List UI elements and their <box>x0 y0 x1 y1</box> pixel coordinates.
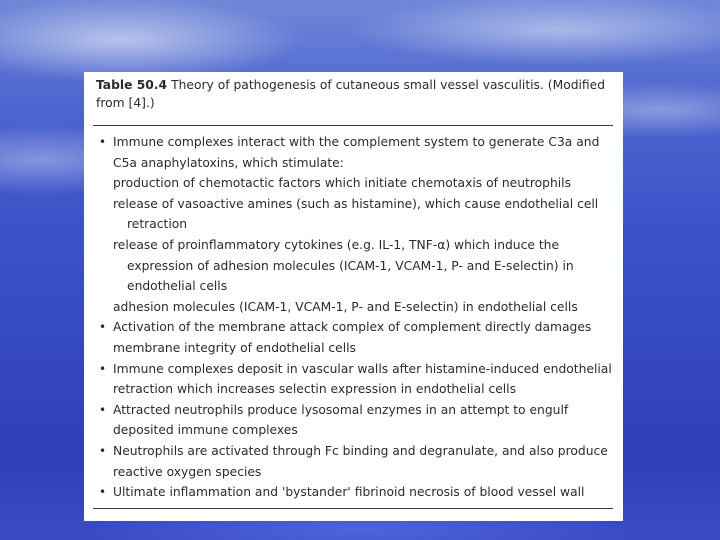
item-line: Immune complexes interact with the complement system to generate C3a and <box>113 135 600 149</box>
list-item <box>99 359 613 400</box>
list-item <box>99 400 613 441</box>
item-line: production of chemotactic factors which initiate chemotaxis of neutrophils <box>113 176 571 191</box>
table-panel <box>84 72 623 521</box>
list-item <box>99 482 613 503</box>
item-line: Immune complexes deposit in vascular walls after histamine-induced endothelial <box>113 361 612 376</box>
item-line: retraction <box>127 217 188 232</box>
list-subitem <box>99 194 613 235</box>
bullet-icon: • <box>99 402 107 417</box>
list-item <box>99 132 613 173</box>
item-line: C5a anaphylatoxins, which stimulate: <box>113 155 344 170</box>
table-label: Table 50.4 <box>96 78 168 92</box>
item-line: adhesion molecules (ICAM-1, VCAM-1, P- and E-selectin) in endothelial cells <box>113 299 578 314</box>
item-line: Ultimate inflammation and 'bystander' fibrinoid necrosis of blood vessel wall <box>113 485 585 500</box>
item-line: expression of adhesion molecules (ICAM-1, VCAM-1, P- and E-selectin) in <box>127 258 574 273</box>
bullet-icon: • <box>99 320 107 335</box>
table-caption <box>93 76 613 116</box>
caption-text-line1: Theory of pathogenesis of cutaneous small vessel vasculitis. (Modified <box>171 78 606 92</box>
bullet-icon: • <box>99 443 107 458</box>
list-subitem <box>99 235 613 297</box>
bottom-rule <box>93 508 613 509</box>
item-line: release of vasoactive amines (such as histamine), which cause endothelial cell <box>113 196 599 211</box>
list-subitem <box>99 173 613 194</box>
list-subitem <box>99 297 613 318</box>
item-line: Attracted neutrophils produce lysosomal enzymes in an attempt to engulf <box>113 402 569 417</box>
item-line: reactive oxygen species <box>113 464 262 479</box>
item-line: endothelial cells <box>127 279 228 294</box>
pathogenesis-list <box>93 126 613 503</box>
list-item <box>99 317 613 358</box>
caption-text-line2: from [4].) <box>96 96 155 110</box>
item-line: release of proinflammatory cytokines (e.g. IL-1, TNF-α) which induce the <box>113 237 560 252</box>
item-line: membrane integrity of endothelial cells <box>113 340 356 355</box>
item-line: deposited immune complexes <box>113 423 298 438</box>
bullet-icon: • <box>99 135 107 149</box>
item-line: retraction which increases selectin expression in endothelial cells <box>113 382 517 397</box>
bullet-icon: • <box>99 485 107 500</box>
bullet-icon: • <box>99 361 107 376</box>
item-line: Activation of the membrane attack complex of complement directly damages <box>113 320 592 335</box>
list-item <box>99 441 613 482</box>
item-line: Neutrophils are activated through Fc binding and degranulate, and also produce <box>113 443 608 458</box>
